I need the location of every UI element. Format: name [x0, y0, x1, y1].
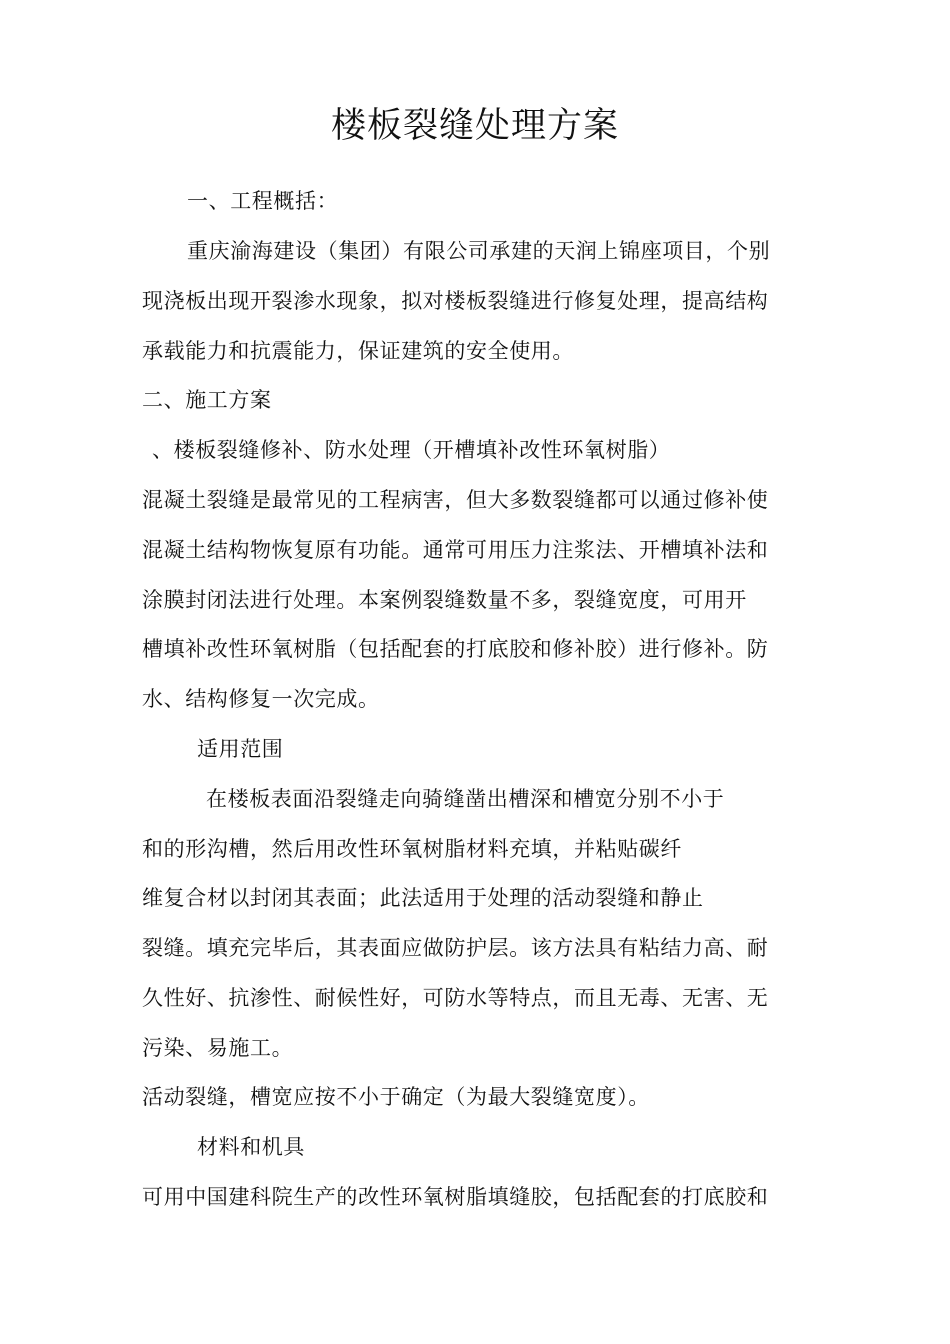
subheading-materials: 材料和机具 — [197, 1135, 305, 1159]
paragraph-line: 混凝土裂缝是最常见的工程病害，但大多数裂缝都可以通过修补使 — [142, 488, 769, 512]
paragraph-line: 槽填补改性环氧树脂（包括配套的打底胶和修补胶）进行修补。防 — [142, 637, 769, 661]
paragraph-line: 现浇板出现开裂渗水现象，拟对楼板裂缝进行修复处理，提高结构 — [142, 289, 769, 313]
paragraph-line: 裂缝。填充完毕后，其表面应做防护层。该方法具有粘结力高、耐 — [142, 936, 769, 960]
subsection-heading: 、楼板裂缝修补、防水处理（开槽填补改性环氧树脂） — [152, 438, 671, 462]
paragraph-line: 和的形沟槽，然后用改性环氧树脂材料充填，并粘贴碳纤 — [142, 837, 682, 861]
paragraph-line: 可用中国建科院生产的改性环氧树脂填缝胶，包括配套的打底胶和 — [142, 1185, 769, 1209]
paragraph-line: 活动裂缝，槽宽应按不小于确定（为最大裂缝宽度）。 — [142, 1085, 650, 1109]
subheading-scope: 适用范围 — [197, 737, 284, 761]
section-heading-plan: 二、施工方案 — [142, 388, 272, 412]
paragraph-line: 重庆渝海建设（集团）有限公司承建的天润上锦座项目，个别 — [187, 239, 771, 263]
document-title: 楼板裂缝处理方案 — [330, 106, 619, 146]
paragraph-line: 污染、易施工。 — [142, 1036, 294, 1060]
paragraph-line: 久性好、抗渗性、耐候性好，可防水等特点，而且无毒、无害、无 — [142, 986, 769, 1010]
paragraph-line: 涂膜封闭法进行处理。本案例裂缝数量不多，裂缝宽度，可用开 — [142, 588, 747, 612]
paragraph-line: 承载能力和抗震能力，保证建筑的安全使用。 — [142, 339, 574, 363]
paragraph-line: 水、结构修复一次完成。 — [142, 687, 380, 711]
section-heading-overview: 一、工程概括： — [187, 189, 339, 213]
paragraph-line: 混凝土结构物恢复原有功能。通常可用压力注浆法、开槽填补法和 — [142, 538, 769, 562]
paragraph-line: 在楼板表面沿裂缝走向骑缝凿出槽深和槽宽分别不小于 — [206, 787, 725, 811]
paragraph-line: 维复合材以封闭其表面；此法适用于处理的活动裂缝和静止 — [142, 886, 704, 910]
